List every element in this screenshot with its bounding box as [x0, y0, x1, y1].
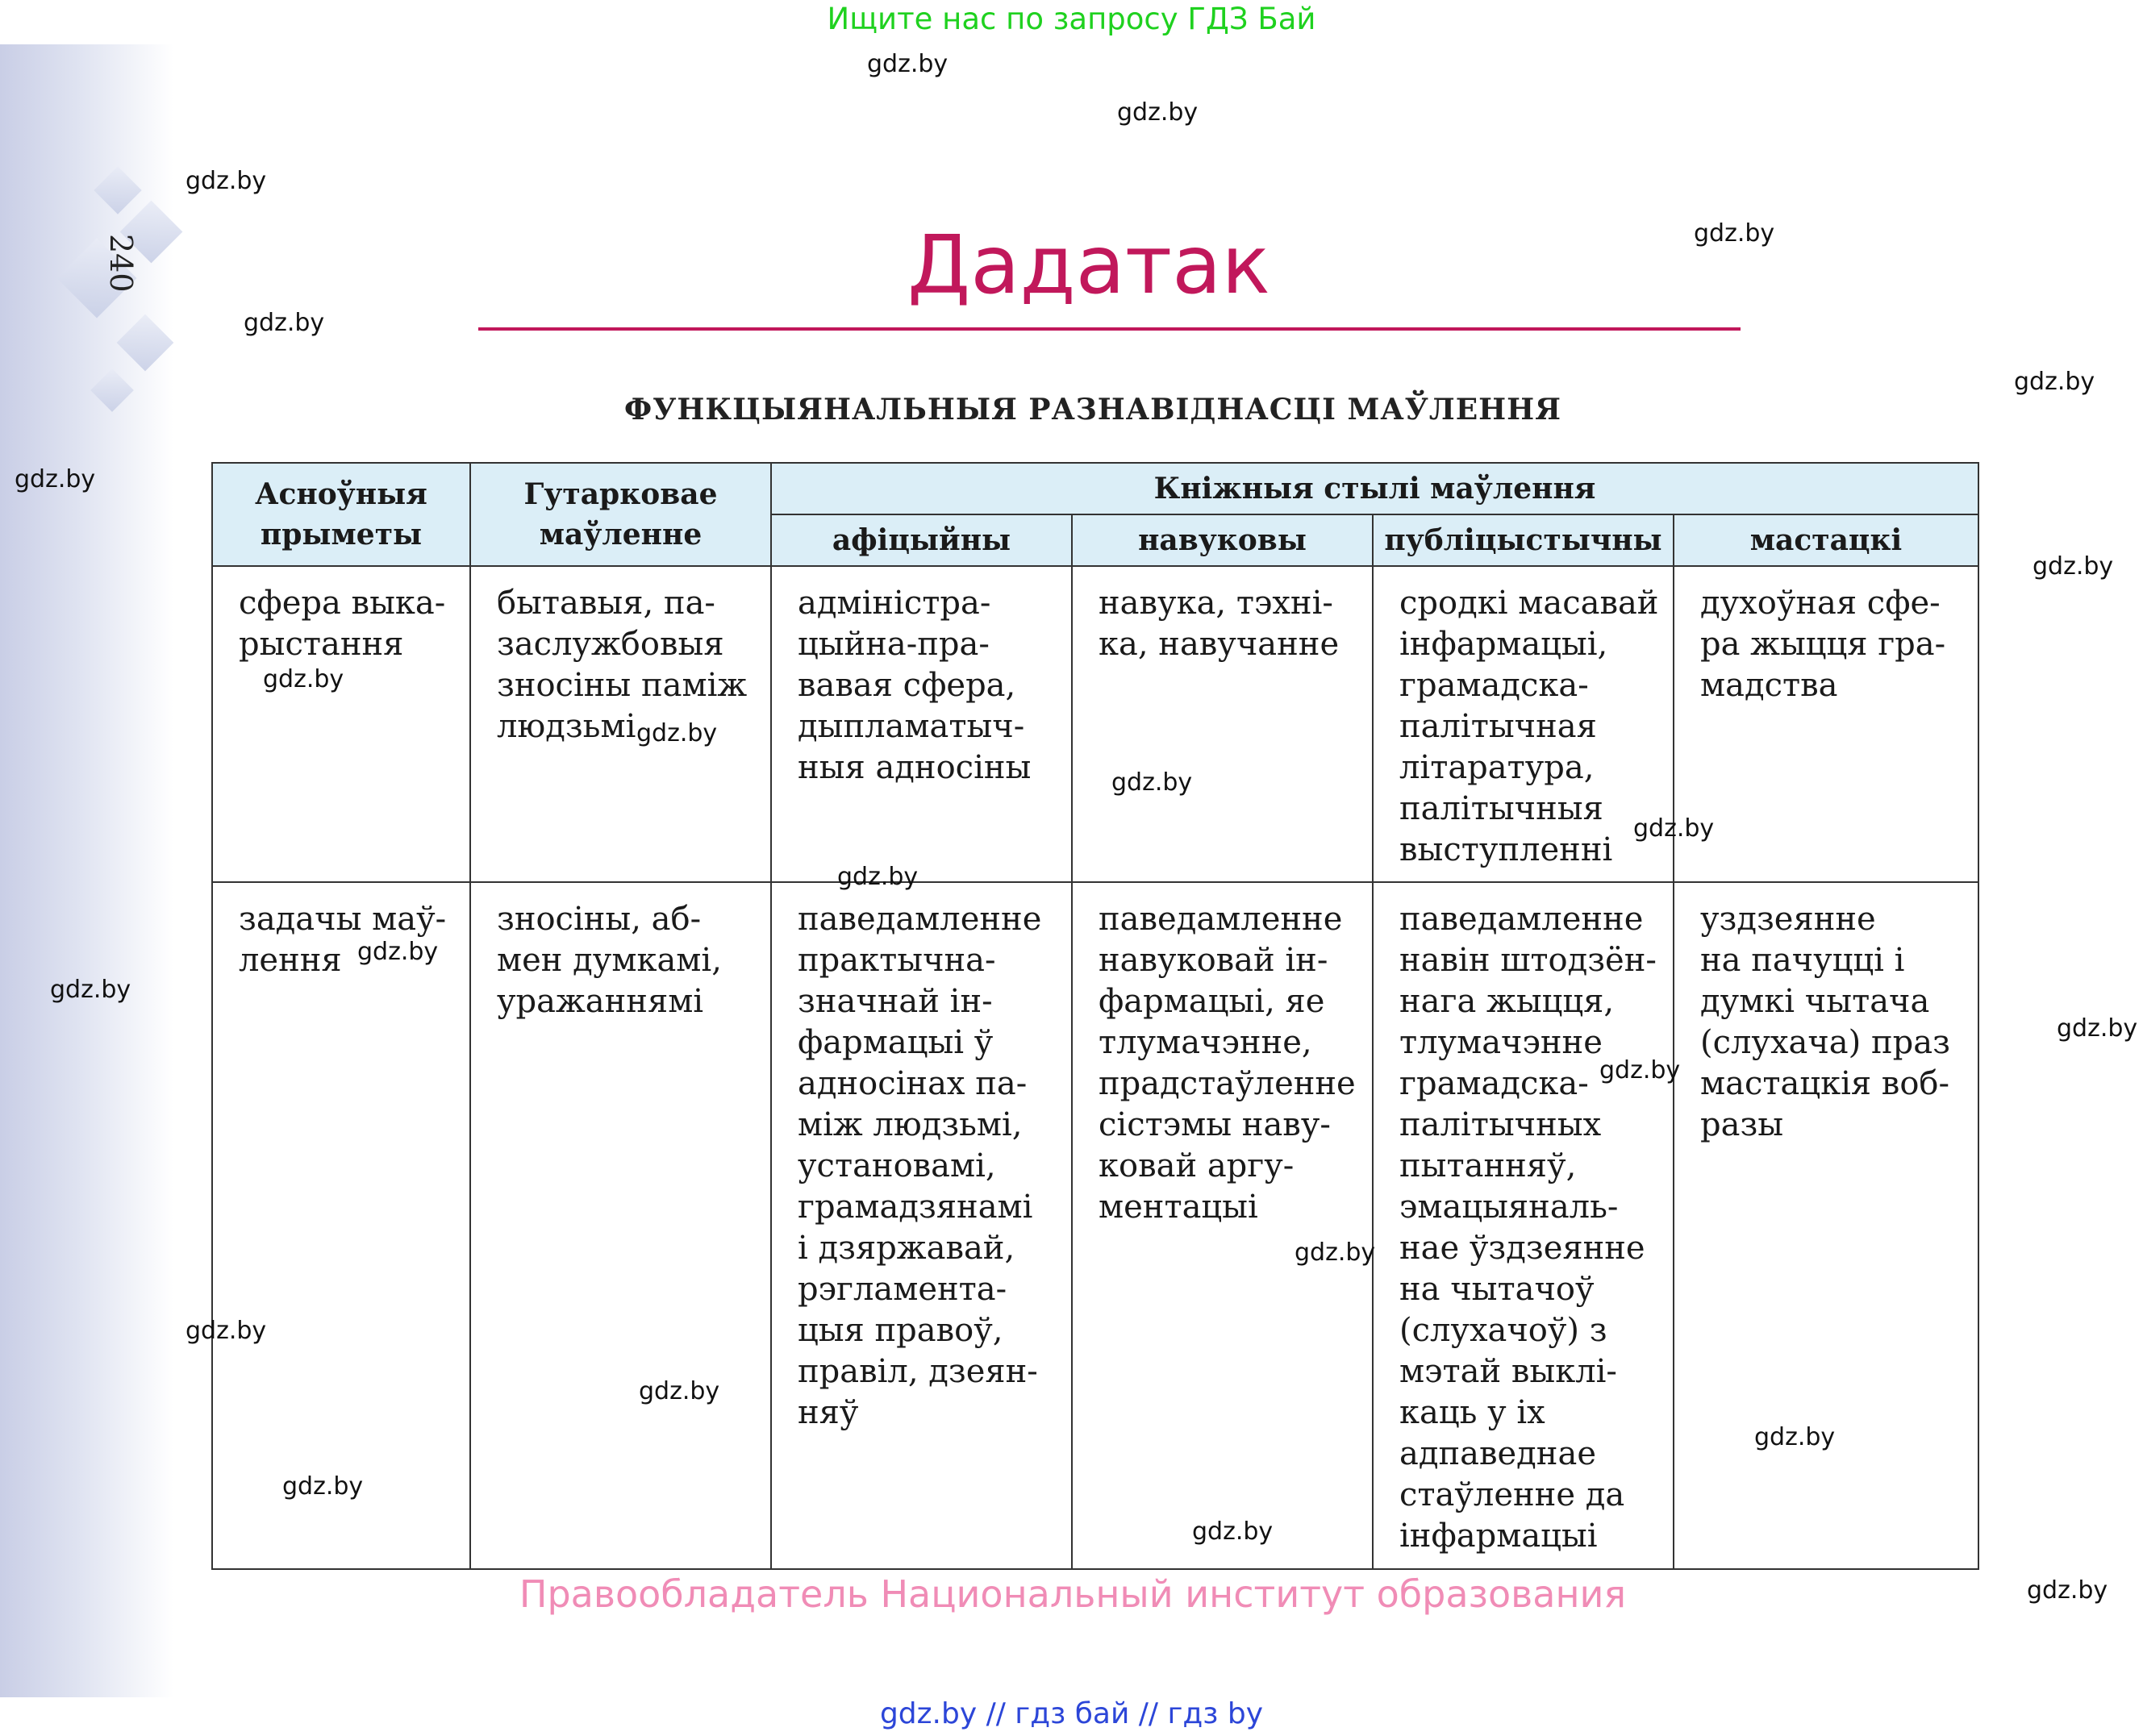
table-caption: ФУНКЦЫЯНАЛЬНЫЯ РАЗНАВІДНАСЦІ МАЎЛЕННЯ	[624, 393, 1561, 427]
watermark: gdz.by	[1295, 1239, 1376, 1267]
header-artistic: мастацкі	[1674, 514, 1978, 566]
watermark: gdz.by	[639, 1377, 720, 1405]
table-cell: духоўная сфе- ра жыцця гра- мадства	[1674, 566, 1978, 882]
watermark: gdz.by	[15, 465, 96, 493]
watermark: gdz.by	[1633, 814, 1715, 843]
bottom-banner[interactable]: gdz.by // гдз бай // гдз by	[879, 1697, 1264, 1730]
watermark: gdz.by	[357, 938, 439, 966]
row-feature: задачы маў- лення	[212, 882, 470, 1569]
table-cell: зносіны, аб- мен думкамі, уражаннямі	[470, 882, 771, 1569]
watermark: gdz.by	[2027, 1576, 2108, 1605]
watermark: gdz.by	[1694, 219, 1775, 248]
watermark: gdz.by	[2014, 368, 2095, 396]
table-cell: паведамленне практычна- значнай ін- фармацыі ў адносінах па- між людзьмі, установамі, грамадзянамі і дзяржавай, рэгламента- цыя правоў, правіл, дзеян- няў	[771, 882, 1072, 1569]
decor-diamond	[117, 314, 174, 372]
page-number: 240	[103, 234, 139, 293]
watermark: gdz.by	[2057, 1014, 2138, 1043]
table-cell: уздзеянне на пачуцці і думкі чытача (слухача) праз мастацкія воб- разы	[1674, 882, 1978, 1569]
table-cell: паведамленне навін штодзён- нага жыцця, тлумачэнне грамадска- палітычных пытанняў, эмацыяналь- нае ўздзеянне на чытачоў (слухачоў) з мэтай выклі- каць у іх адпаведнае стаўленне да інфармацыі	[1373, 882, 1674, 1569]
header-official: афіцыйны	[771, 514, 1072, 566]
page-title: Дадатак	[907, 218, 1270, 312]
table-cell: сродкі масавай інфармацыі, грамадска- палітычная літаратура, палітычныя выступленні	[1373, 566, 1674, 882]
watermark: gdz.by	[50, 976, 131, 1004]
watermark: gdz.by	[186, 167, 267, 195]
row-feature: сфера выка- рыстання	[212, 566, 470, 882]
header-main-features: Асноўныя прыметы	[212, 463, 470, 566]
header-colloquial: Гутарковае маўленне	[470, 463, 771, 566]
speech-styles-table	[211, 462, 1979, 1570]
title-underline	[478, 327, 1741, 331]
watermark: gdz.by	[1192, 1517, 1274, 1546]
table-row	[212, 882, 1978, 1569]
watermark: gdz.by	[1117, 98, 1199, 127]
watermark: gdz.by	[282, 1472, 364, 1501]
decor-diamond	[94, 166, 141, 214]
copyright-notice: Правообладатель Национальный институт образования	[519, 1572, 1627, 1616]
watermark: gdz.by	[2033, 552, 2114, 581]
table-cell: адміністра- цыйна-пра- вавая сфера, дыпламатыч- ныя адносіны	[771, 566, 1072, 882]
watermark: gdz.by	[636, 719, 718, 747]
table-cell: бытавыя, па- заслужбовыя зносіны паміж людзьмі	[470, 566, 771, 882]
watermark: gdz.by	[263, 665, 344, 693]
watermark: gdz.by	[867, 50, 949, 78]
watermark: gdz.by	[1599, 1056, 1681, 1084]
table-cell: паведамленне навуковай ін- фармацыі, яе тлумачэнне, прадстаўленне сістэмы наву- ковай аргу- ментацыі	[1072, 882, 1373, 1569]
header-book-styles: Кніжныя стылі маўлення	[771, 463, 1978, 514]
watermark: gdz.by	[837, 863, 919, 891]
table-cell: навука, тэхні- ка, навучанне	[1072, 566, 1373, 882]
top-banner[interactable]: Ищите нас по запросу ГДЗ Бай	[827, 2, 1316, 36]
header-scientific: навуковы	[1072, 514, 1373, 566]
watermark: gdz.by	[244, 309, 325, 337]
watermark: gdz.by	[186, 1317, 267, 1345]
header-journalistic: публіцыстычны	[1373, 514, 1674, 566]
watermark: gdz.by	[1111, 768, 1193, 797]
watermark: gdz.by	[1754, 1423, 1836, 1451]
